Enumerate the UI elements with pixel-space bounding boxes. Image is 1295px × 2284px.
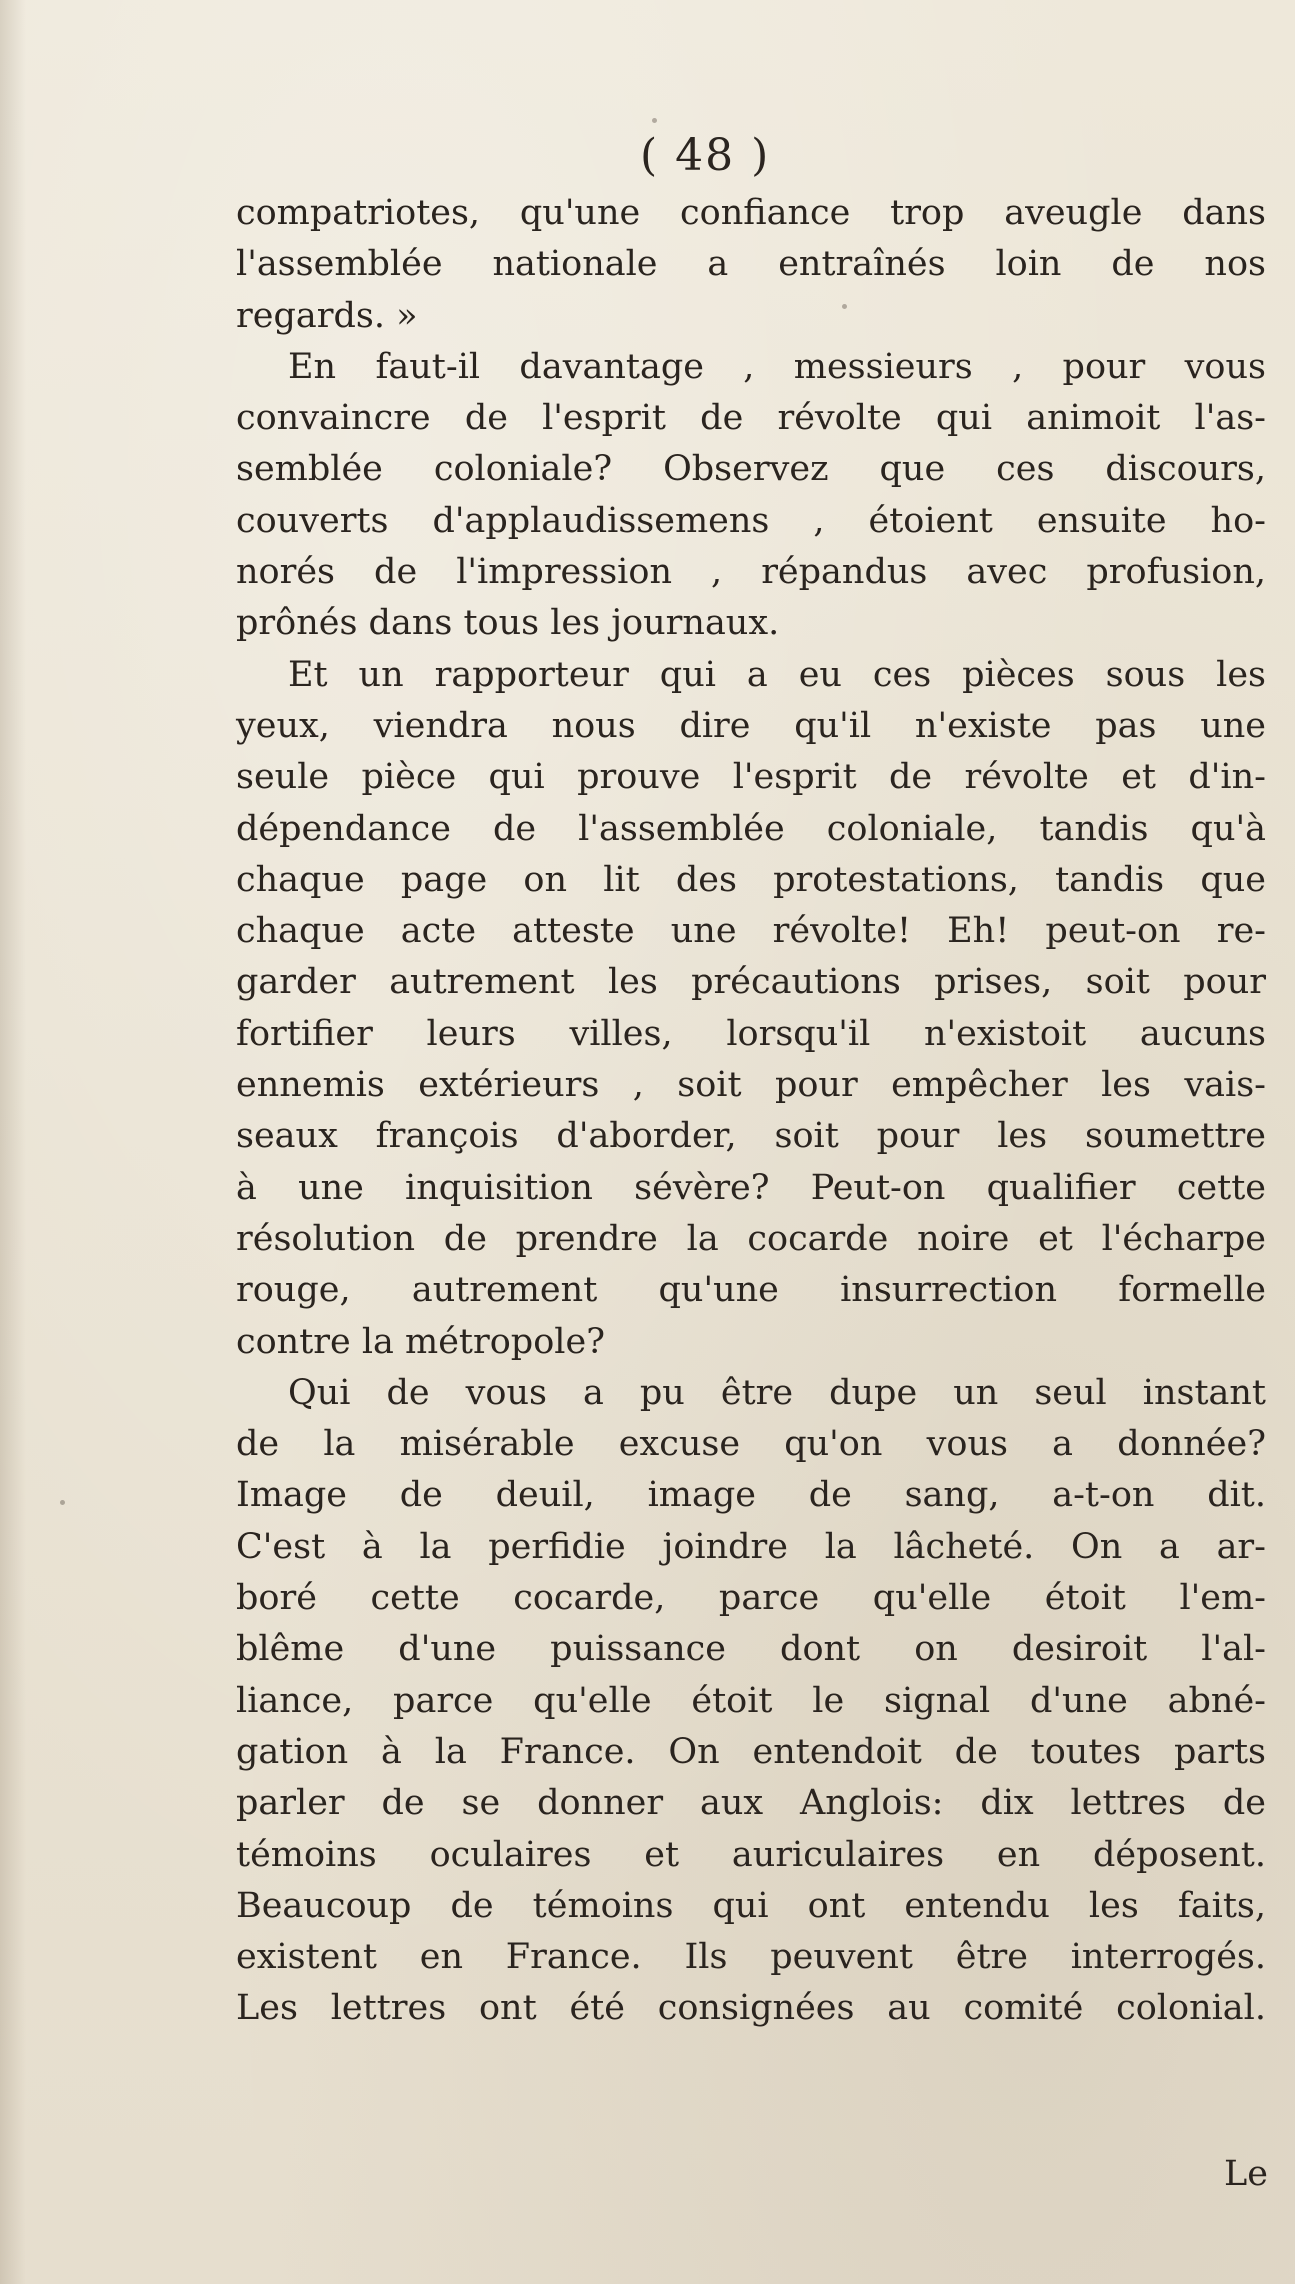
text-line: couverts d'applaudissemens , étoient ensuite ho- — [236, 500, 1266, 541]
text-line: semblée coloniale? Observez que ces discours, — [236, 449, 1266, 490]
text-line: seaux françois d'aborder, soit pour les soumettre — [236, 1116, 1266, 1157]
ink-speck — [652, 118, 657, 123]
text-line: compatriotes, qu'une confiance trop aveugle dans — [236, 193, 1266, 233]
text-line: contre la métropole? — [236, 1321, 605, 1362]
text-line: Image de deuil, image de sang, a-t-on dit. — [236, 1475, 1266, 1516]
text-line: l'assemblée nationale a entraînés loin de nos — [236, 244, 1266, 285]
text-line: seule pièce qui prouve l'esprit de révolte et d'in- — [236, 757, 1266, 798]
text-line: fortifier leurs villes, lorsqu'il n'existoit aucuns — [236, 1013, 1266, 1054]
text-line: de la misérable excuse qu'on vous a donnée? — [236, 1424, 1266, 1465]
ink-speck — [60, 1500, 65, 1505]
text-line: blême d'une puissance dont on desiroit l'al- — [236, 1629, 1266, 1670]
text-line: prônés dans tous les journaux. — [236, 603, 780, 644]
text-line: témoins oculaires et auriculaires en déposent. — [236, 1834, 1266, 1875]
text-line: boré cette cocarde, parce qu'elle étoit l'em- — [236, 1578, 1266, 1619]
text-line: à une inquisition sévère? Peut-on qualifier cette — [236, 1167, 1266, 1208]
text-line: norés de l'impression , répandus avec profusion, — [236, 552, 1266, 593]
catchword: Le — [1224, 2154, 1268, 2194]
text-line: Qui de vous a pu être dupe un seul instant — [288, 1372, 1266, 1413]
page-number: ( 48 ) — [640, 130, 771, 181]
text-line: yeux, viendra nous dire qu'il n'existe pas une — [236, 705, 1266, 746]
text-line: gation à la France. On entendoit de toutes parts — [236, 1731, 1266, 1772]
text-line: Et un rapporteur qui a eu ces pièces sous les — [288, 654, 1266, 695]
text-line: chaque page on lit des protestations, tandis que — [236, 859, 1266, 900]
text-line: chaque acte atteste une révolte! Eh! peut-on re- — [236, 911, 1266, 952]
body-text — [236, 188, 1266, 2035]
text-line: Les lettres ont été consignées au comité colonial. — [236, 1988, 1266, 2029]
text-line: dépendance de l'assemblée coloniale, tandis qu'à — [236, 808, 1266, 849]
text-line: liance, parce qu'elle étoit le signal d'une abné- — [236, 1680, 1266, 1721]
text-line: résolution de prendre la cocarde noire et l'écharpe — [236, 1218, 1266, 1259]
text-line: C'est à la perfidie joindre la lâcheté. On a ar- — [236, 1526, 1266, 1567]
text-line: ennemis extérieurs , soit pour empêcher les vais- — [236, 1065, 1266, 1106]
text-line: rouge, autrement qu'une insurrection formelle — [236, 1270, 1266, 1311]
page-gutter-shadow — [0, 0, 26, 2284]
text-line: parler de se donner aux Anglois: dix lettres de — [236, 1783, 1266, 1824]
text-line: existent en France. Ils peuvent être interrogés. — [236, 1937, 1266, 1978]
text-line: En faut-il davantage , messieurs , pour vous — [288, 346, 1266, 387]
text-line: regards. » — [236, 295, 418, 336]
text-line: Beaucoup de témoins qui ont entendu les faits, — [236, 1885, 1266, 1926]
text-line: garder autrement les précautions prises, soit pour — [236, 962, 1266, 1003]
text-line: convaincre de l'esprit de révolte qui animoit l'as- — [236, 398, 1266, 439]
